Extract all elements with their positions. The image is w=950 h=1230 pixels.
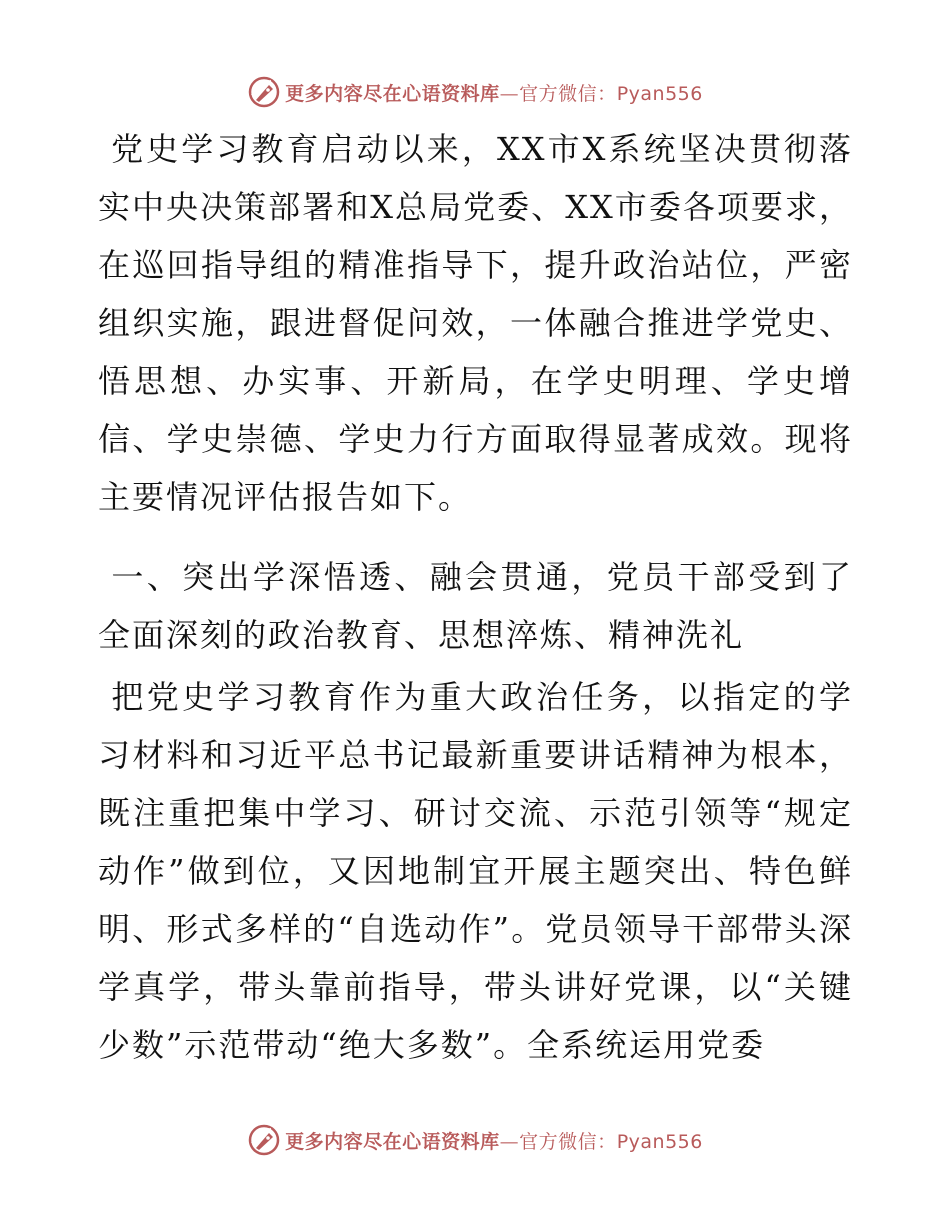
watermark-separator: — <box>499 82 520 105</box>
watermark-wechat-id: Pyan556 <box>616 82 703 105</box>
intro-paragraph-text: 党史学习教育启动以来，XX市X系统坚决贯彻落实中央决策部署和X总局党委、XX市委各项要求，在巡回指导组的精准指导下，提升政治站位，严密组织实施，跟进督促问效，一体融合推进学党史、悟思想、办实事、开新局，在学史明理、学史增信、学史崇德、学史力行方面取得显著成效。现将主要情况评估报告如下。 <box>98 130 853 516</box>
intro-paragraph <box>98 120 853 526</box>
watermark-brand: 更多内容尽在心语资料库 <box>285 1130 500 1153</box>
watermark-brand: 更多内容尽在心语资料库 <box>285 82 500 105</box>
pen-tip-logo-icon <box>247 1123 281 1157</box>
header-watermark <box>0 72 950 112</box>
section-heading <box>98 548 853 664</box>
section-paragraph <box>98 668 853 1074</box>
section-heading-text: 一、突出学深悟透、融会贯通，党员干部受到了全面深刻的政治教育、思想淬炼、精神洗礼 <box>98 558 853 654</box>
footer-watermark <box>0 1120 950 1160</box>
watermark-wechat-id: Pyan556 <box>616 1130 703 1153</box>
pen-tip-logo-icon <box>247 75 281 109</box>
watermark-text <box>285 1127 703 1154</box>
watermark-wechat-label: 官方微信： <box>519 1130 617 1153</box>
watermark-wechat-label: 官方微信： <box>519 82 617 105</box>
section-paragraph-text: 把党史学习教育作为重大政治任务，以指定的学习材料和习近平总书记最新重要讲话精神为根本，既注重把集中学习、研讨交流、示范引领等“规定动作”做到位，又因地制宜开展主题突出、特色鲜明、形式多样的“自选动作”。党员领导干部带头深学真学，带头靠前指导，带头讲好党课，以“关键少数”示范带动“绝大多数”。全系统运用党委 <box>98 678 853 1064</box>
watermark-text <box>285 79 703 106</box>
watermark-separator: — <box>499 1130 520 1153</box>
